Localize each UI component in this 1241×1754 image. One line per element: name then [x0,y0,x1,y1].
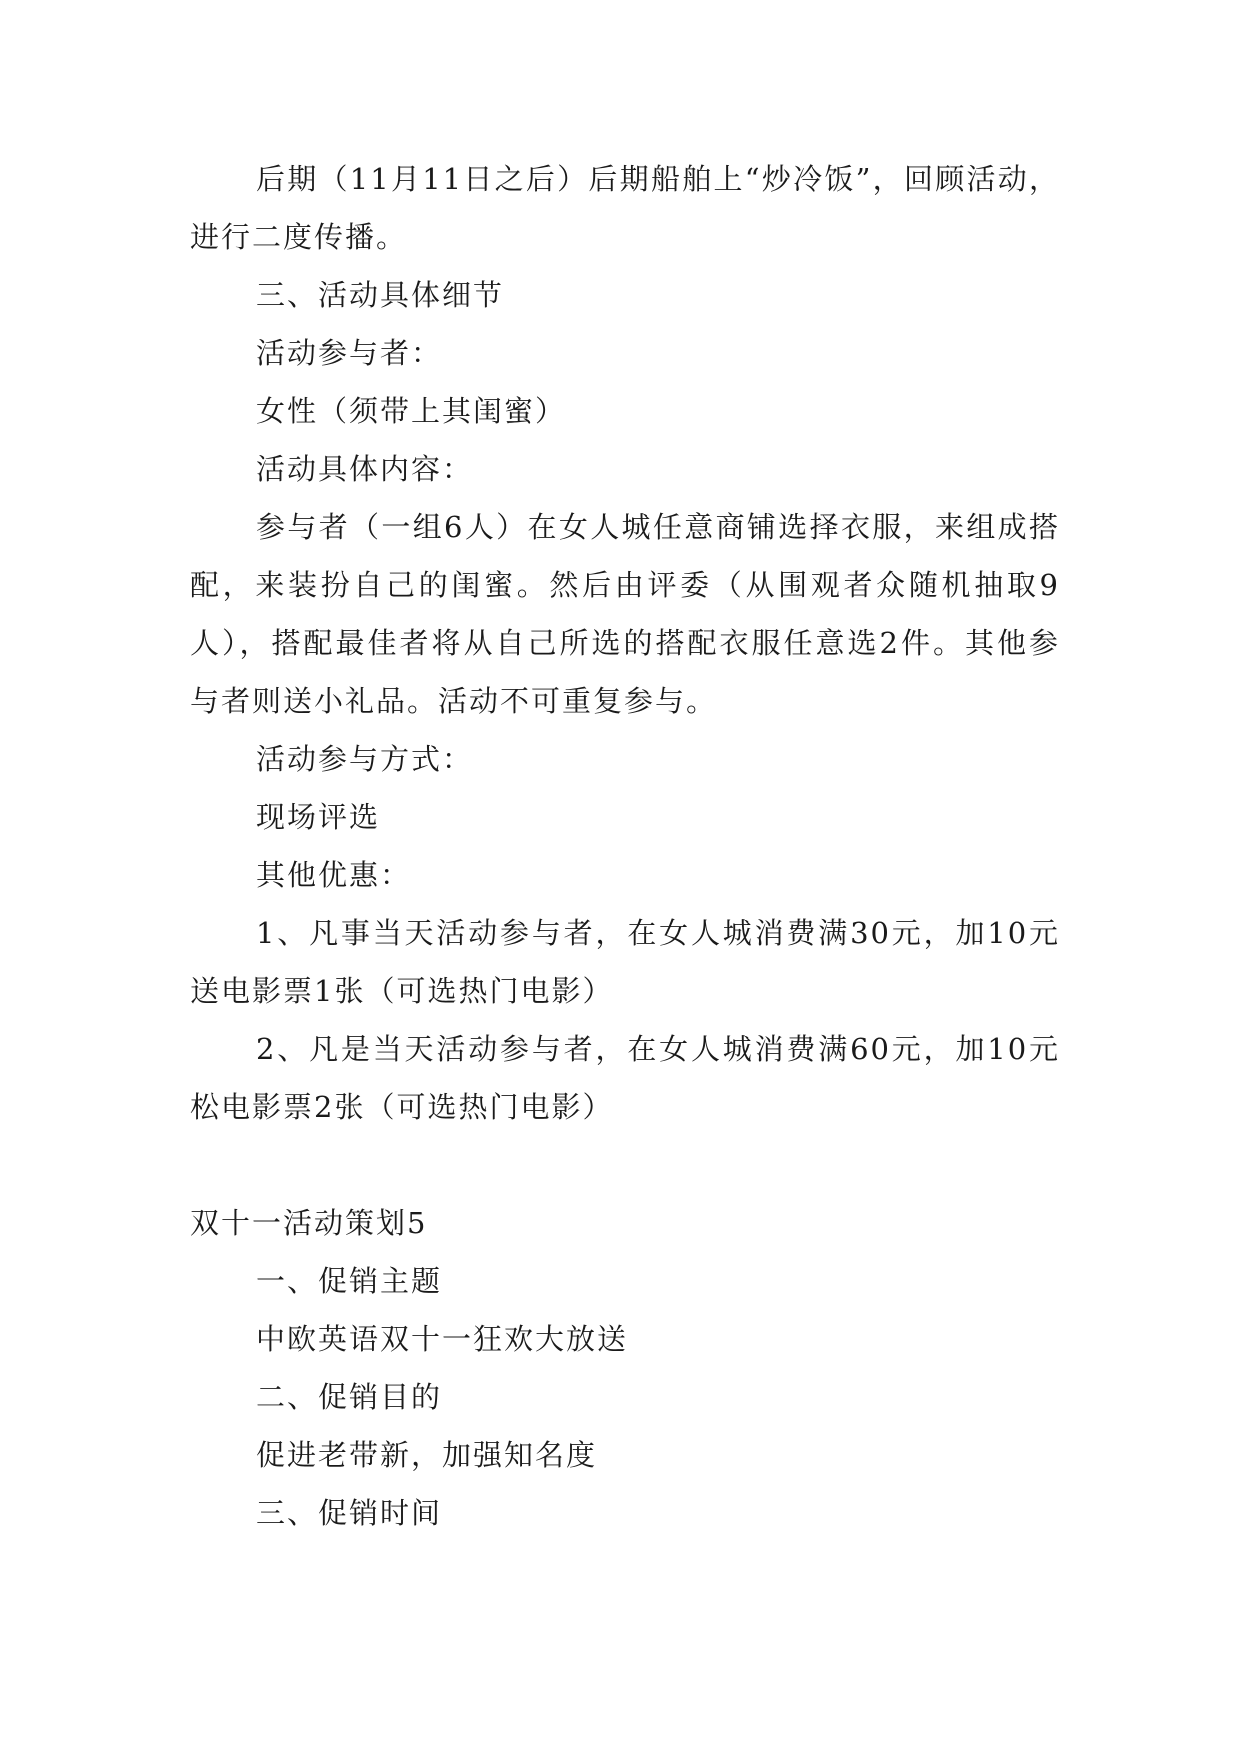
document-page [190,150,1060,1542]
label-participation-method: 活动参与方式： [256,742,474,776]
paragraph-late-phase: 后期（11月11日之后）后期船舶上“炒冷饭”，回顾活动，进行二度传播。 [190,162,1060,254]
label-other-offers: 其他优惠： [256,858,412,892]
label-participants: 活动参与者： [256,336,443,370]
heading-activity-details: 三、活动具体细节 [256,278,505,312]
paragraph-offer-2: 2、凡是当天活动参与者，在女人城消费满60元，加10元松电影票2张（可选热门电影） [190,1032,1060,1124]
paragraph-promotion-theme: 中欧英语双十一狂欢大放送 [256,1322,629,1356]
heading-promotion-purpose: 二、促销目的 [256,1380,443,1414]
paragraph-activity-content: 参与者（一组6人）在女人城任意商铺选择衣服，来组成搭配，来装扮自己的闺蜜。然后由评委（从围观者众随机抽取9人），搭配最佳者将从自己所选的搭配衣服任意选2件。其他参与者则送小礼品。活动不可重复参与。 [190,510,1060,718]
label-activity-content: 活动具体内容： [256,452,474,486]
section-title: 双十一活动策划5 [190,1206,428,1240]
heading-promotion-theme: 一、促销主题 [256,1264,443,1298]
paragraph-participants: 女性（须带上其闺蜜） [256,394,567,428]
paragraph-promotion-purpose: 促进老带新，加强知名度 [256,1438,598,1472]
paragraph-offer-1: 1、凡事当天活动参与者，在女人城消费满30元，加10元送电影票1张（可选热门电影） [190,916,1060,1008]
heading-promotion-time: 三、促销时间 [256,1496,443,1530]
paragraph-participation-method: 现场评选 [256,800,381,834]
section-spacer [190,1136,1060,1194]
